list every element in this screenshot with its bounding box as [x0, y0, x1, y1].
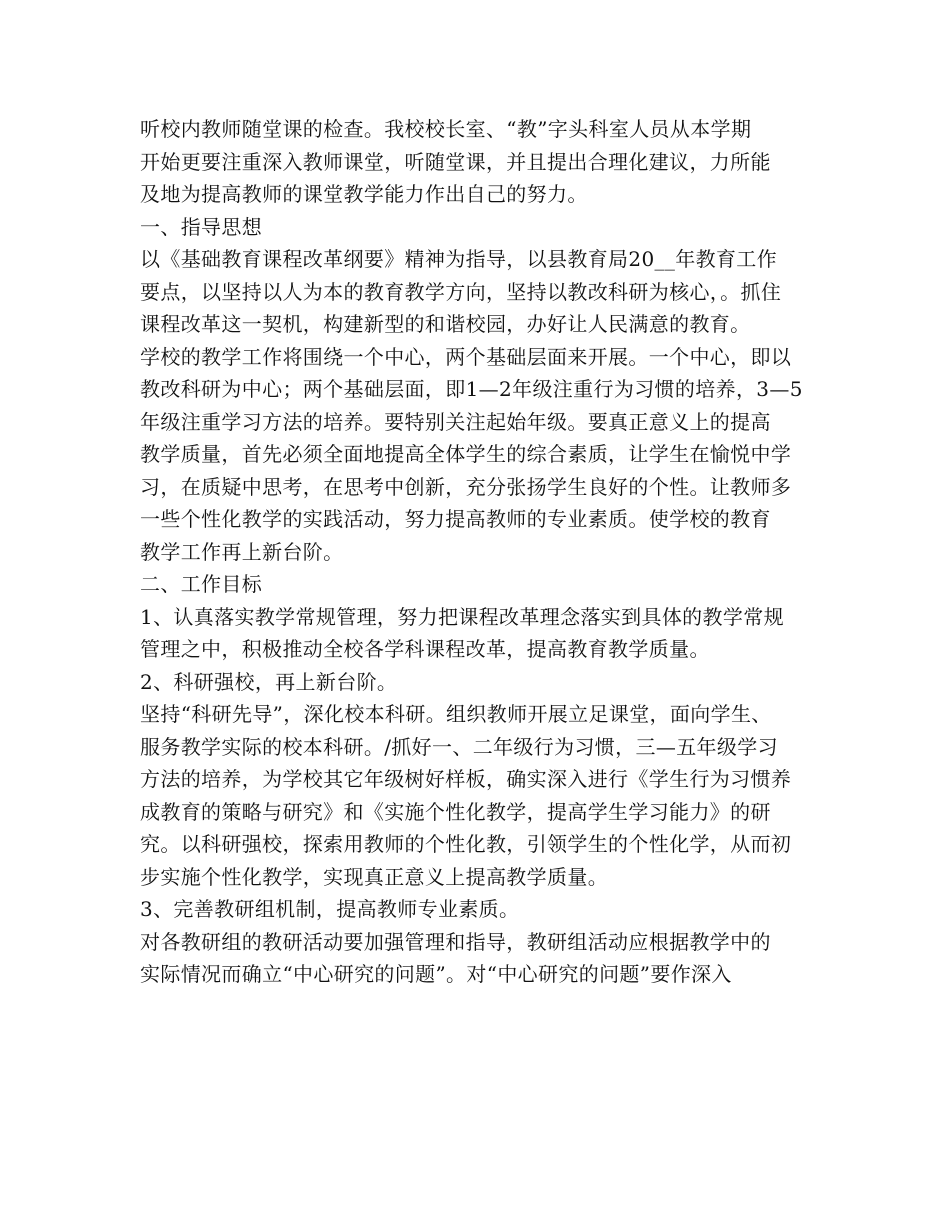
text-line: 教改科研为中心；两个基础层面，即1—2年级注重行为习惯的培养，3—5: [140, 377, 803, 401]
subheading: 2、科研强校，再上新台阶。: [140, 669, 398, 694]
text-line: 听校内教师随堂课的检查。我校校长室、“教”字头科室人员从本学期: [140, 117, 752, 141]
text-line: 方法的培养，为学校其它年级树好样板，确实深入进行《学生行为习惯养: [140, 767, 792, 791]
text-line: 1、认真落实教学常规管理，努力把课程改革理念落实到具体的教学常规: [140, 604, 784, 629]
text-line: 习，在质疑中思考，在思考中创新，充分张扬学生良好的个性。让教师多: [140, 474, 792, 499]
subheading: 3、完善教研组机制，提高教师专业素质。: [140, 897, 520, 921]
text-line: 学校的教学工作将围绕一个中心，两个基础层面来开展。一个中心，即以: [140, 344, 792, 369]
text-line: 开始更要注重深入教师课堂，听随堂课，并且提出合理化建议，力所能: [140, 149, 771, 174]
text-line: 坚持“科研先导”，深化校本科研。组织教师开展立足课堂，面向学生、: [140, 702, 772, 726]
section-heading: 二、工作目标: [140, 572, 263, 596]
document-body: [140, 113, 816, 991]
text-line: 课程改革这一契机，构建新型的和谐校园，办好让人民满意的教育。: [140, 312, 751, 336]
text-line: 管理之中，积极推动全校各学科课程改革，提高教育教学质量。: [140, 637, 710, 661]
text-line: 对各教研组的教研活动要加强管理和指导，教研组活动应根据教学中的: [140, 929, 771, 954]
text-line: 教学工作再上新台阶。: [140, 539, 344, 564]
text-line: 年级注重学习方法的培养。要特别关注起始年级。要真正意义上的提高: [140, 409, 771, 434]
section-heading: 一、指导思想: [140, 214, 263, 239]
text-line: 究。以科研强校，探索用教师的个性化教，引领学生的个性化学，从而初: [140, 832, 792, 856]
text-line: 步实施个性化教学，实现真正意义上提高教学质量。: [140, 864, 609, 889]
text-line: 及地为提高教师的课堂教学能力作出自己的努力。: [140, 182, 588, 206]
text-line: 以《基础教育课程改革纲要》精神为指导，以县教育局20__年教育工作: [140, 247, 777, 271]
text-line: 一些个性化教学的实践活动，努力提高教师的专业素质。使学校的教育: [140, 507, 771, 531]
text-line: 教学质量，首先必须全面地提高全体学生的综合素质，让学生在愉悦中学: [140, 442, 792, 466]
text-line: 实际情况而确立“中心研究的问题”。对“中心研究的问题”要作深入: [140, 962, 732, 986]
text-line: 要点，以坚持以人为本的教育教学方向，坚持以教改科研为核心，。抓住: [140, 279, 782, 304]
text-line: 服务教学实际的校本科研。/抓好一、二年级行为习惯，三—五年级学习: [140, 734, 778, 759]
text-line: 成教育的策略与研究》和《实施个性化教学，提高学生学习能力》的研: [140, 799, 771, 824]
